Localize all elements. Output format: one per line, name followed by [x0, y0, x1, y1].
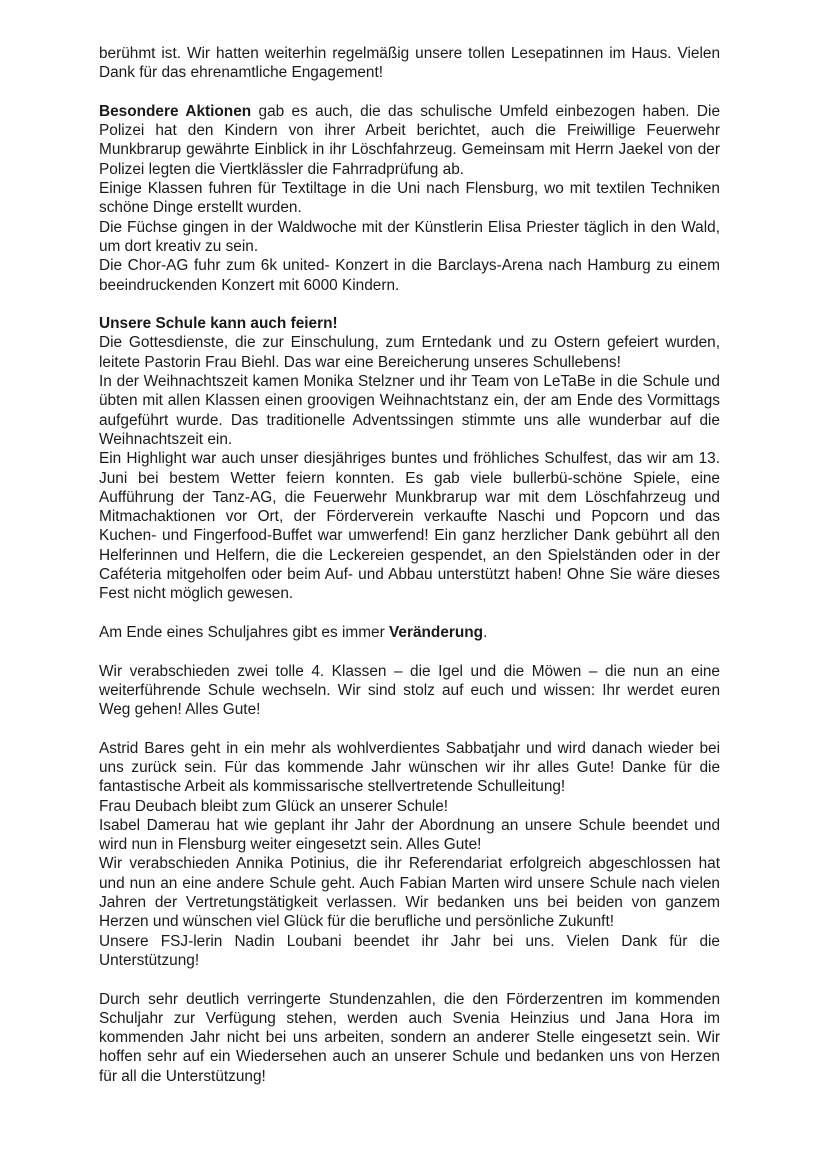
- paragraph-text: .: [483, 623, 488, 641]
- paragraph-text: Am Ende eines Schuljahres gibt es immer: [99, 623, 389, 641]
- paragraph-text: Astrid Bares geht in ein mehr als wohlverdientes Sabbatjahr und wird danach wieder bei uns zurück sein. Für das kommende Jahr wünschen wir ihr alles Gute! Danke für die fantastische Arbeit als kommissarische stellvertretende Schulleitung!: [99, 739, 720, 796]
- paragraph-schule-feiern: [99, 314, 720, 603]
- paragraph-text: Einige Klassen fuhren für Textiltage in die Uni nach Flensburg, wo mit textilen Techniken schöne Dinge erstellt wurden.: [99, 180, 720, 217]
- paragraph-text: Die Chor-AG fuhr zum 6k united- Konzert in die Barclays-Arena nach Hamburg zu einem beeindruckenden Konzert mit 6000 Kindern.: [99, 257, 720, 294]
- paragraph-text: berühmt ist. Wir hatten weiterhin regelmäßig unsere tollen Lesepatinnen im Haus. Vielen Dank für das ehrenamtliche Engagement!: [99, 45, 720, 82]
- paragraph-text: Frau Deubach bleibt zum Glück an unserer Schule!: [99, 797, 449, 815]
- paragraph-klassen-abschied: [99, 662, 720, 720]
- paragraph-text: Wir verabschieden zwei tolle 4. Klassen – die Igel und die Möwen – die nun an eine weiterführende Schule wechseln. Wir sind stolz auf euch und wissen: Ihr werdet euren Weg gehen! Alles Gute!: [99, 662, 720, 719]
- paragraph-lesepatinnen: [99, 44, 720, 83]
- paragraph-text: Die Gottesdienste, die zur Einschulung, zum Erntedank und zu Ostern gefeiert wurden, leitete Pastorin Frau Biehl. Das war eine Bereicherung unseres Schullebens!: [99, 334, 720, 371]
- document-page: [99, 44, 720, 1105]
- section-heading-besondere-aktionen: Besondere Aktionen: [99, 102, 252, 120]
- paragraph-text: Wir verabschieden Annika Potinius, die ihr Referendariat erfolgreich abgeschlossen hat und nun an eine andere Schule geht. Auch Fabian Marten wird unsere Schule nach vielen Jahren der Vertretungstätigkeit verlassen. Wir bedanken uns bei beiden von ganzem Herzen und wünschen viel Glück für die berufliche und persönliche Zukunft!: [99, 855, 720, 931]
- paragraph-veraenderung: [99, 623, 720, 642]
- paragraph-personal: [99, 739, 720, 971]
- paragraph-besondere-aktionen: [99, 102, 720, 295]
- section-heading-schule-feiern: Unsere Schule kann auch feiern!: [99, 315, 338, 333]
- paragraph-text: Isabel Damerau hat wie geplant ihr Jahr der Abordnung an unsere Schule beendet und wird nun in Flensburg weiter eingesetzt sein. Alles Gute!: [99, 816, 720, 854]
- paragraph-text: gab es auch, die das schulische Umfeld einbezogen haben. Die Polizei hat den Kindern von ihrer Arbeit berichtet, auch die Freiwillige Feuerwehr Munkbrarup gewährte Einblick in ihr Löschfahrzeug. Gemeinsam mit Herrn Jaekel von der Polizei legten die Viertklässler die Fahrradprüfung ab.: [99, 102, 721, 178]
- paragraph-foerderzentren: [99, 990, 720, 1086]
- paragraph-text: Durch sehr deutlich verringerte Stundenzahlen, die den Förderzentren im kommenden Schuljahr zur Verfügung stehen, werden auch Svenia Heinzius und Jana Hora im kommenden Jahr nicht bei uns arbeiten, sondern an anderer Stelle eingesetzt sein. Wir hoffen sehr auf ein Wiedersehen auch an unserer Schule und bedanken uns von Herzen für all die Unterstützung!: [99, 990, 720, 1085]
- paragraph-text: In der Weihnachtszeit kamen Monika Stelzner und ihr Team von LeTaBe in die Schule und übten mit allen Klassen einen groovigen Weihnachtstanz ein, der am Ende des Vormittags aufgeführt wurde. Das traditionelle Adventssingen stimmte uns alle wunderbar auf die Weihnachtszeit ein.: [99, 373, 720, 448]
- emphasis-veraenderung: Veränderung: [389, 623, 484, 641]
- paragraph-text: Unsere FSJ-lerin Nadin Loubani beendet ihr Jahr bei uns. Vielen Dank für die Unterstützung!: [99, 932, 720, 969]
- paragraph-text: Ein Highlight war auch unser diesjähriges buntes und fröhliches Schulfest, das wir am 13. Juni bei bestem Wetter feiern konnten. Es gab viele bullerbü-schöne Spiele, eine Aufführung der Tanz-AG, die Feuerwehr Munkbrarup war mit dem Löschfahrzeug und Mitmachaktionen vor Ort, der Förderverein verkaufte Naschi und Popcorn und das Kuchen- und Fingerfood-Buffet war umwerfend! Ein ganz herzlicher Dank gebührt all den Helferinnen und Helfern, die die Leckereien gespendet, an den Spielständen oder in der Caféteria mitgeholfen oder beim Auf- und Abbau unterstützt haben! Ohne Sie wäre dieses Fest nicht möglich gewesen.: [99, 450, 720, 603]
- paragraph-text: Die Füchse gingen in der Waldwoche mit der Künstlerin Elisa Priester täglich in den Wald, um dort kreativ zu sein.: [99, 218, 720, 255]
